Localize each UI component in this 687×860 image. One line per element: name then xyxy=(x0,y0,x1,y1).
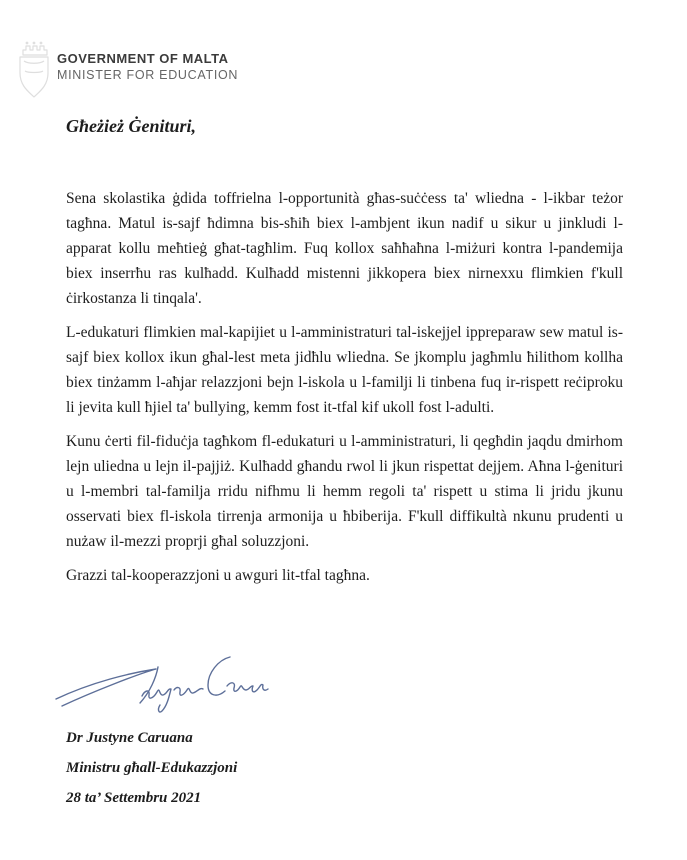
letter-body xyxy=(66,186,623,597)
signoff-block xyxy=(66,728,237,818)
signature-handwriting xyxy=(50,644,272,716)
org-department: MINISTER FOR EDUCATION xyxy=(57,68,239,82)
org-name: GOVERNMENT OF MALTA xyxy=(57,51,229,66)
letterhead xyxy=(57,51,238,82)
salutation: Għeżież Ġenituri, xyxy=(66,116,197,136)
signoff-date: 28 ta’ Settembru 2021 xyxy=(66,790,202,806)
paragraph-3: Kunu ċerti fil-fiduċja tagħkom fl-edukaturi u l-amministraturi, li qegħdin jaqdu dmirhom lejn uliedna u lejn il-pajjiż. Kulħadd għandu rwol li jkun rispettat dejjem. Aħna l-ġenituri u l-membri tal-familja rridu nifhmu li hemm regoli ta' rispett u stima li jridu jkunu osservati biex fl-iskola tirrenja armonija u ħbiberija. F'kull diffikultà nkunu prudenti u nużaw il-mezzi proprji għal soluzzjoni. xyxy=(66,433,623,550)
signoff-name: Dr Justyne Caruana xyxy=(66,730,193,746)
closing-line: Grazzi tal-kooperazzjoni u awguri lit-tfal tagħna. xyxy=(66,567,370,584)
malta-coat-of-arms-icon xyxy=(12,38,56,100)
paragraph-1: Sena skolastika ġdida toffrielna l-opportunità għas-suċċess ta' wliedna - l-ikbar teżor tagħna. Matul is-sajf ħdimna bis-sħiħ biex l-ambjent ikun nadif u sikur u jinkludi l-apparat kollu meħtieġ għat-tagħlim. Fuq kollox saħħaħna l-miżuri kontra l-pandemija biex inserrħu ras kulħadd. Kulħadd mistenni jikkopera biex nirnexxu flimkien f'kull ċirkostanza li tinqala'. xyxy=(66,190,623,307)
signoff-title: Ministru għall-Edukazzjoni xyxy=(66,760,238,776)
paragraph-2: L-edukaturi flimkien mal-kapijiet u l-amministraturi tal-iskejjel ippreparaw sew matul is-sajf biex kollox ikun għal-lest meta jidħlu wliedna. Se jkomplu jagħmlu ħilithom kollha biex tinżamm l-aħjar relazzjoni bejn l-iskola u l-familji li tinbena fuq ir-rispett reċiproku li jevita kull ħjiel ta' bullying, kemm fost it-tfal kif ukoll fost l-adulti. xyxy=(66,324,623,416)
